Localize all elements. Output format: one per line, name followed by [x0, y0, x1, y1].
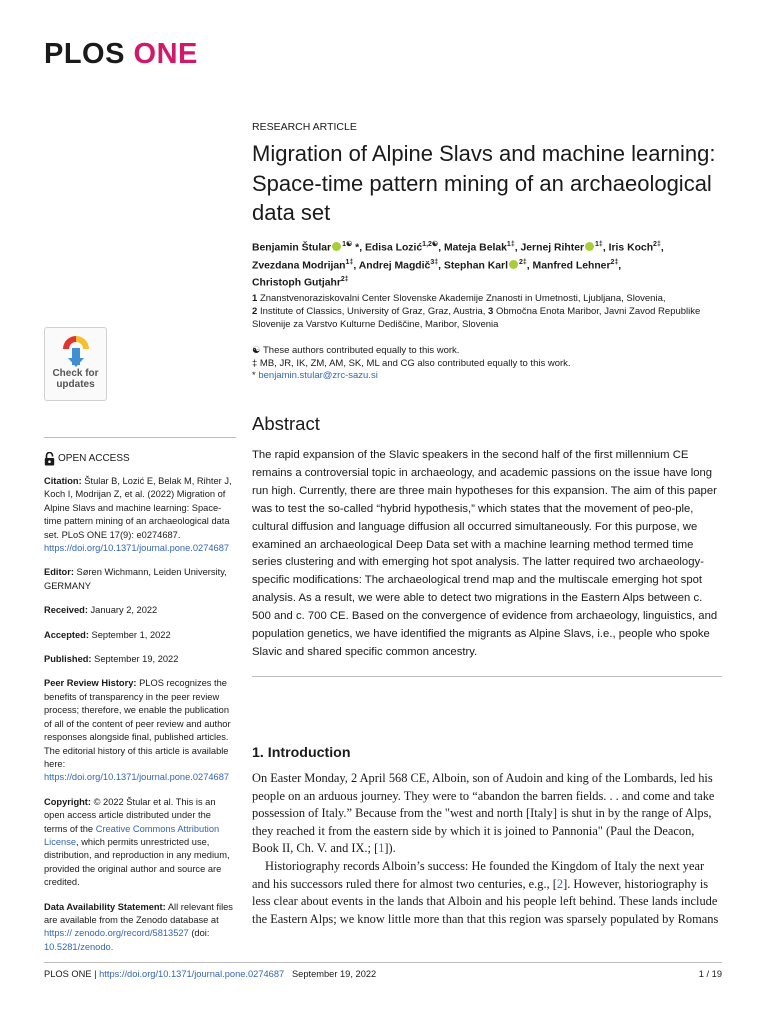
corresponding-star: * [252, 370, 256, 381]
author-name[interactable]: , Mateja Belak [438, 242, 507, 254]
footer-journal: PLOS ONE [44, 969, 92, 979]
author-name[interactable]: , Iris Koch [602, 242, 654, 254]
article-title: Migration of Alpine Slavs and machine learning: Space-time pattern mining of an archaeological data set [252, 141, 716, 225]
author-name[interactable]: Benjamin Štular [252, 242, 332, 254]
open-lock-icon [44, 452, 55, 466]
author-name[interactable]: Zvezdana Modrijan [252, 260, 346, 272]
accepted-label: Accepted: [44, 629, 89, 640]
published-label: Published: [44, 654, 92, 665]
reference-link[interactable]: 2 [556, 876, 564, 891]
corresponding-email-link[interactable]: benjamin.stular@zrc-sazu.si [258, 370, 378, 381]
check-updates-line1: Check for [52, 368, 99, 379]
author-separator: *, [352, 242, 365, 254]
copyright-text: © 2022 Štular et al. This is an open access article distributed under the terms of the [44, 796, 216, 834]
zenodo-doi-link[interactable]: 10.5281/zenodo. [44, 941, 114, 952]
author-superscript: 2‡ [610, 258, 619, 266]
peer-review-text: PLOS recognizes the benefits of transparency in the peer review process; therefore, we enable the publication of all of the content of peer review and author responses alongside final, published articles. The editorial history of this article is available here: [44, 678, 231, 769]
citation-text: Štular B, Lozić E, Belak M, Rihter J, Koch I, Modrijan Z, et al. (2022) Migration of Alpine Slavs and machine learning: Space-time pattern mining of an archaeological data set. PLoS ONE 17(9): e0274687. [44, 476, 232, 540]
author-superscript: 2‡ [518, 258, 527, 266]
author-separator: , [660, 242, 664, 254]
article-type: RESEARCH ARTICLE [252, 121, 357, 133]
orcid-icon[interactable] [332, 242, 341, 251]
author-superscript: 2‡ [340, 276, 349, 284]
abstract-divider [252, 676, 722, 677]
data-availability-label: Data Availability Statement: [44, 901, 166, 912]
equal-contribution-note: ☯ These authors contributed equally to this work. [252, 345, 460, 356]
author-superscript: 3‡ [430, 258, 439, 266]
check-updates-icon [61, 334, 91, 368]
affiliation-text: Institute of Classics, University of Graz, Graz, Austria, [259, 306, 486, 317]
received-label: Received: [44, 605, 88, 616]
check-for-updates-button[interactable] [44, 327, 107, 401]
author-superscript: 2‡ [653, 241, 661, 248]
accepted-date [44, 629, 236, 642]
published-date [44, 653, 236, 666]
author-name[interactable]: , Andrej Magdič [353, 260, 431, 272]
received-date [44, 604, 236, 617]
editor-text: Søren Wichmann, Leiden University, GERMANY [44, 567, 227, 591]
author-name[interactable]: Christoph Gutjahr [252, 277, 341, 289]
open-access-badge [44, 452, 236, 466]
author-list [252, 238, 722, 291]
journal-logo [44, 38, 198, 71]
received-text: January 2, 2022 [90, 605, 158, 616]
peer-review-history [44, 677, 236, 784]
logo-one: ONE [133, 38, 198, 70]
footer-divider [44, 962, 722, 963]
citation-doi-link[interactable]: https://doi.org/10.1371/journal.pone.0274687 [44, 543, 230, 554]
copyright-label: Copyright: [44, 796, 91, 807]
copyright-text-end: , which permits unrestricted use, distribution, and reproduction in any medium, provided the original author and source are credited. [44, 836, 230, 888]
introduction-heading: 1. Introduction [252, 745, 351, 761]
footer-doi-link[interactable]: https://doi.org/10.1371/journal.pone.0274687 [99, 969, 285, 979]
abstract-heading: Abstract [252, 413, 320, 434]
author-superscript: 1‡ [506, 241, 515, 248]
license-link[interactable]: Creative Commons Attribution License [44, 823, 220, 847]
author-superscript: 1‡ [345, 258, 354, 266]
sidebar-divider [44, 437, 236, 438]
reference-link[interactable]: 1 [378, 841, 385, 856]
footer-date: September 19, 2022 [291, 969, 377, 979]
affiliations [252, 292, 722, 331]
check-updates-line2: updates [56, 379, 95, 390]
data-availability-text: All relevant files are available from the Zenodo database at [44, 901, 233, 925]
intro-paragraph [252, 770, 722, 858]
intro-paragraph-text: Historiography records Alboin’s success: He founded the Kingdom of Italy the next year and his successors ruled there for almost two centuries, e.g., [ [252, 858, 705, 891]
author-superscript: 1,2☯ [422, 241, 439, 248]
author-separator: , [618, 260, 622, 272]
editor [44, 566, 236, 593]
affiliation-number: 2 [252, 306, 258, 317]
corresponding-author [252, 370, 722, 383]
data-availability-doi-prefix: (doi: [191, 928, 210, 939]
affiliation-text: Območna Enota Maribor, Javni Zavod Republike Slovenije za Varstvo Kulturne Dediščine, Maribor, Slovenia [252, 306, 701, 330]
orcid-icon[interactable] [585, 242, 594, 251]
author-name[interactable]: , Jernej Rihter [514, 242, 585, 254]
author-name[interactable]: , Manfred Lehner [526, 260, 611, 272]
also-contributed-note: ‡ MB, JR, IK, ZM, AM, SK, ML and CG also contributed equally to this work. [252, 357, 571, 369]
author-name[interactable]: Edisa Lozić [365, 242, 423, 254]
affiliation-number: 3 [488, 306, 494, 317]
data-availability [44, 901, 236, 955]
peer-review-label: Peer Review History: [44, 678, 137, 689]
citation [44, 475, 236, 555]
affiliation-text: Znanstvenoraziskovalni Center Slovenske Akademije Znanosti in Umetnosti, Ljubljana, Slovenia, [259, 293, 666, 304]
article-metadata-sidebar [44, 452, 236, 965]
affiliation-number: 1 [252, 293, 258, 304]
footer-separator: | [91, 969, 100, 979]
zenodo-record-link[interactable]: https:// zenodo.org/record/5813527 [44, 928, 189, 939]
author-superscript: 1‡ [595, 241, 603, 248]
orcid-icon[interactable] [509, 260, 518, 269]
peer-review-link[interactable]: https://doi.org/10.1371/journal.pone.0274687 [44, 772, 230, 783]
abstract-text: The rapid expansion of the Slavic speakers in the second half of the first millennium CE remains a controversial topic in archaeology, and academic passions on the issue have long run high. Currently, there are three main hypotheses for this expansion. The aim of this paper was to test the so-called “hybrid hypothesis,” which states that the movement of peo-ple, cultural diffusion and language diffusion all occurred simultaneously. For this purpose, we examined an archaeological Deep Data set with a machine learning method termed time series clustering and with emerging hot spot analysis. The latter required two archaeology-specific modifications: The archaeological trend map and the multiscale emerging hot spot analysis. As a result, we were able to detect two migrations in the Eastern Alps between c. 500 and c. 700 CE. Based on the convergence of evidence from archaeology, linguistics, and population genetics, we have identified the migrants as Alpine Slavs, i.e., people who spoke Slavic and shared specific common ancestry. [252, 449, 718, 658]
logo-plos: PLOS [44, 38, 125, 70]
intro-paragraph-text: ]. However, historiography is less clear about events in the lands that Alboin and his people left behind. These lands include the Eastern Alps; we know little more than that this region was sparsely populated by Romans [252, 876, 719, 926]
author-name[interactable]: , Stephan Karl [438, 260, 508, 272]
author-notes [252, 345, 722, 383]
published-text: September 19, 2022 [94, 654, 179, 665]
intro-paragraph-text: On Easter Monday, 2 April 568 CE, Alboin, son of Audoin and king of the Lombards, led his people on an arduous journey. They were to “abandon the barren fields. . . and come and take possession of Italy.” Because from the "west and north [Italy] is shut in by the range of Alps, they reached it from the eastern side by which it is joined to Pannonia" (Paul the Deacon, Book II, Ch. V. and IX.; [ [252, 771, 715, 856]
intro-paragraph-text: ]). [384, 841, 396, 856]
accepted-text: September 1, 2022 [91, 629, 171, 640]
page-number: 1 / 19 [698, 969, 722, 979]
copyright [44, 796, 236, 890]
page-footer [44, 969, 722, 979]
citation-label: Citation: [44, 476, 82, 486]
author-superscript: 1☯ [342, 241, 353, 248]
introduction-body [252, 770, 722, 928]
footer-citation [44, 969, 376, 979]
intro-paragraph [252, 858, 722, 928]
open-access-label: OPEN ACCESS [58, 453, 130, 465]
editor-label: Editor: [44, 567, 74, 578]
